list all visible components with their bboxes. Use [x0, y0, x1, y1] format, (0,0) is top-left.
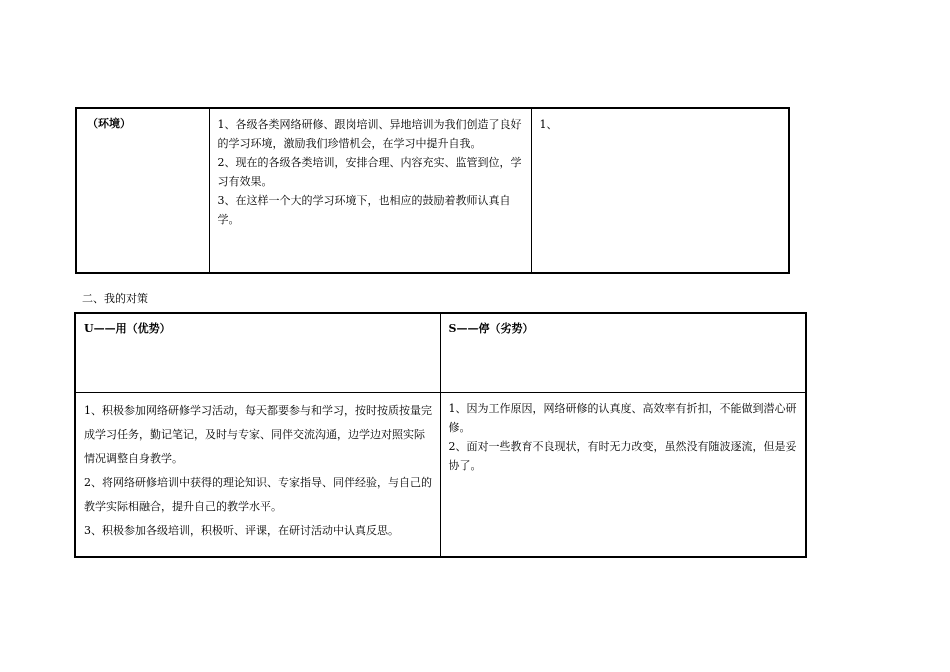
strength-item-3: 3、积极参加各级培训，积极听、评课，在研讨活动中认真反思。	[84, 524, 399, 537]
strength-item-2: 2、将网络研修培训中获得的理论知识、专家指导、同伴经验，与自己的教学实际相融合，提升自己的教学水平。	[84, 476, 432, 513]
environment-content-cell	[209, 108, 531, 273]
environment-right-text: 1、	[539, 118, 558, 131]
weakness-content-cell	[440, 393, 806, 558]
strength-item-1: 1、积极参加网络研修学习活动，每天都要参与和学习，按时按质按量完成学习任务，勤记笔记，及时与专家、同伴交流沟通，边学边对照实际情况调整自身教学。	[84, 404, 432, 465]
environment-right-cell	[531, 108, 789, 273]
environment-item-3: 3、在这样一个大的学习环境下，也相应的鼓励着教师认真自学。	[217, 194, 511, 226]
environment-item-1: 1、各级各类网络研修、跟岗培训、异地培训为我们创造了良好的学习环境，激励我们珍惜机会，在学习中提升自我。	[217, 118, 522, 150]
weakness-item-1: 1、因为工作原因，网络研修的认真度、高效率有折扣，不能做到潜心研修。	[448, 402, 797, 434]
weakness-item-2: 2、面对一些教育不良现状，有时无力改变，虽然没有随波逐流，但是妥协了。	[448, 440, 797, 472]
environment-table	[75, 107, 790, 274]
section-title: 二、我的对策	[82, 292, 148, 305]
environment-item-2: 2、现在的各级各类培训，安排合理、内容充实、监管到位，学习有效果。	[217, 156, 522, 188]
strength-header-cell	[75, 313, 440, 393]
strategy-table	[74, 312, 807, 558]
environment-label: （环境）	[87, 117, 131, 130]
strength-content-cell	[75, 393, 440, 558]
strength-header: U——用（优势）	[84, 322, 171, 335]
weakness-header-cell	[440, 313, 806, 393]
weakness-header: S——停（劣势）	[448, 322, 534, 335]
environment-label-cell	[76, 108, 209, 273]
